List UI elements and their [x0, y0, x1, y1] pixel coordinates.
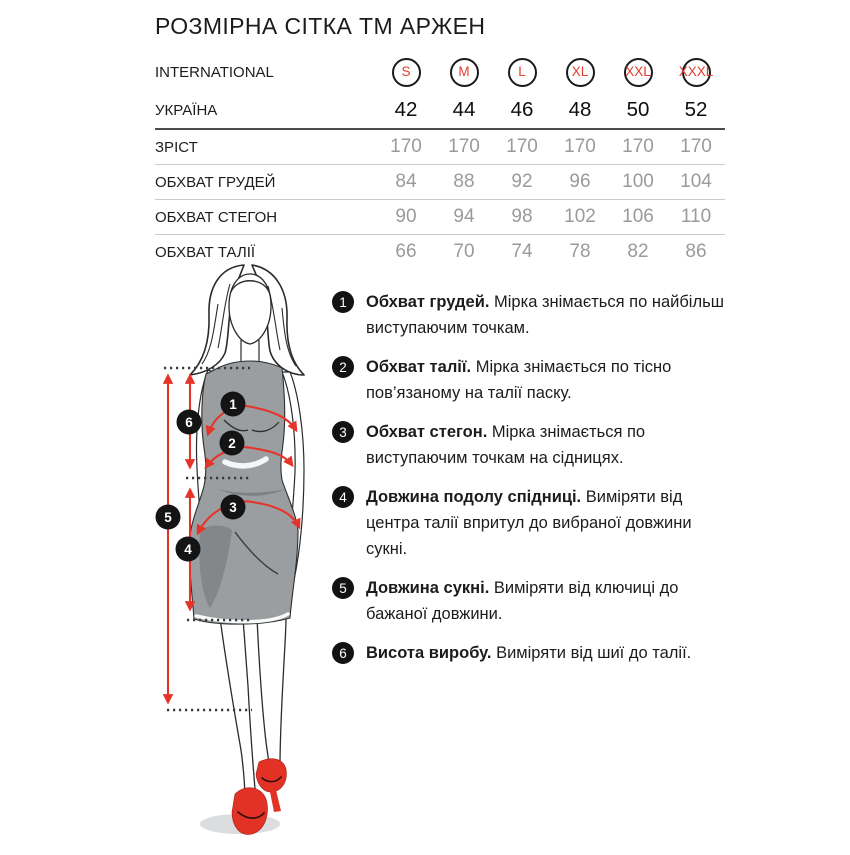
page-title: РОЗМІРНА СІТКА ТМ АРЖЕН — [155, 13, 486, 39]
ua-size: 52 — [684, 98, 708, 121]
svg-text:4: 4 — [184, 542, 192, 557]
row-label: ОБХВАТ ГРУДЕЙ — [155, 173, 276, 191]
table-cell: 170 — [680, 136, 712, 157]
table-cell: 94 — [453, 206, 475, 227]
row-label-international: INTERNATIONAL — [155, 63, 274, 81]
svg-text:5: 5 — [164, 510, 172, 525]
instruction-term: Обхват стегон. — [366, 423, 488, 441]
instruction-number: 4 — [332, 486, 354, 508]
instruction-desc: Виміряти від ключиці до бажаної довжини. — [366, 579, 679, 623]
svg-text:1: 1 — [229, 397, 237, 412]
instruction-desc: Мірка знімається по тісно пов’язаному на талії паску. — [366, 358, 672, 402]
size-badge-s: S — [392, 58, 421, 87]
table-cell: 170 — [390, 136, 422, 157]
table-cell: 88 — [453, 171, 475, 192]
table-cell: 100 — [622, 171, 654, 192]
row-label-ukraine: УКРАЇНА — [155, 101, 218, 119]
table-cell: 74 — [511, 241, 533, 262]
table-row-international — [155, 52, 725, 92]
instruction-item-2 — [332, 354, 732, 406]
table-cell: 170 — [622, 136, 654, 157]
instruction-term: Довжина сукні. — [366, 579, 490, 597]
instruction-term: Обхват грудей. — [366, 293, 490, 311]
ua-size: 48 — [568, 98, 592, 121]
svg-text:6: 6 — [185, 415, 193, 430]
size-badge-xxxl: XXXL — [682, 58, 711, 87]
table-cell: 96 — [569, 171, 591, 192]
table-cell: 170 — [564, 136, 596, 157]
table-cell: 70 — [453, 241, 475, 262]
instruction-item-3 — [332, 419, 732, 471]
table-cell: 98 — [511, 206, 533, 227]
table-cell: 102 — [564, 206, 596, 227]
table-cell: 82 — [627, 241, 649, 262]
instruction-number: 5 — [332, 577, 354, 599]
table-row-hips — [155, 200, 725, 235]
instruction-term: Висота виробу. — [366, 644, 492, 662]
table-cell: 66 — [395, 241, 417, 262]
marker-dress-length — [156, 505, 181, 530]
instruction-term: Обхват талії. — [366, 358, 472, 376]
svg-text:3: 3 — [229, 500, 237, 515]
instruction-desc: Мірка знімається по виступаючим точкам на сідницях. — [366, 423, 646, 467]
instruction-item-6 — [332, 640, 732, 666]
instruction-desc: Мірка знімається по найбільш виступаючим точкам. — [366, 293, 724, 337]
marker-bust — [221, 392, 246, 417]
instruction-term: Довжина подолу спідниці. — [366, 488, 582, 506]
marker-skirt-length — [176, 537, 201, 562]
table-row-bust — [155, 165, 725, 200]
table-cell: 84 — [395, 171, 417, 192]
table-cell: 106 — [622, 206, 654, 227]
table-cell: 86 — [685, 241, 707, 262]
table-cell: 104 — [680, 171, 712, 192]
instruction-number: 3 — [332, 421, 354, 443]
ua-size: 46 — [510, 98, 534, 121]
table-cell: 92 — [511, 171, 533, 192]
ua-size: 44 — [452, 98, 476, 121]
measurement-figure — [140, 262, 345, 850]
instruction-number: 6 — [332, 642, 354, 664]
measurement-instructions — [332, 289, 732, 666]
marker-waist — [220, 431, 245, 456]
instruction-item-5 — [332, 575, 732, 627]
instruction-desc: Виміряти від шиї до талії. — [491, 644, 692, 662]
ua-size: 42 — [394, 98, 418, 121]
table-cell: 90 — [395, 206, 417, 227]
table-cell: 78 — [569, 241, 591, 262]
instruction-number: 2 — [332, 356, 354, 378]
table-cell: 110 — [680, 206, 712, 227]
table-row-height — [155, 130, 725, 165]
instruction-item-4 — [332, 484, 732, 562]
size-badge-l: L — [508, 58, 537, 87]
table-row-ukraine — [155, 92, 725, 130]
marker-bodice-height — [177, 410, 202, 435]
svg-text:2: 2 — [228, 436, 236, 451]
instruction-item-1 — [332, 289, 732, 341]
table-cell: 170 — [506, 136, 538, 157]
row-label: ОБХВАТ ТАЛІЇ — [155, 243, 256, 261]
size-table — [155, 52, 725, 269]
size-badge-xl: XL — [566, 58, 595, 87]
row-label: ОБХВАТ СТЕГОН — [155, 208, 278, 226]
marker-hips — [221, 495, 246, 520]
size-badge-m: M — [450, 58, 479, 87]
woman-dress-illustration — [140, 262, 345, 850]
row-label: ЗРІСТ — [155, 138, 198, 156]
table-cell: 170 — [448, 136, 480, 157]
ua-size: 50 — [626, 98, 650, 121]
instruction-desc: Виміряти від центра талії впритул до вибраної довжини сукні. — [366, 488, 692, 558]
size-badge-xxl: XXL — [624, 58, 653, 87]
instruction-number: 1 — [332, 291, 354, 313]
figure-face — [229, 274, 271, 344]
